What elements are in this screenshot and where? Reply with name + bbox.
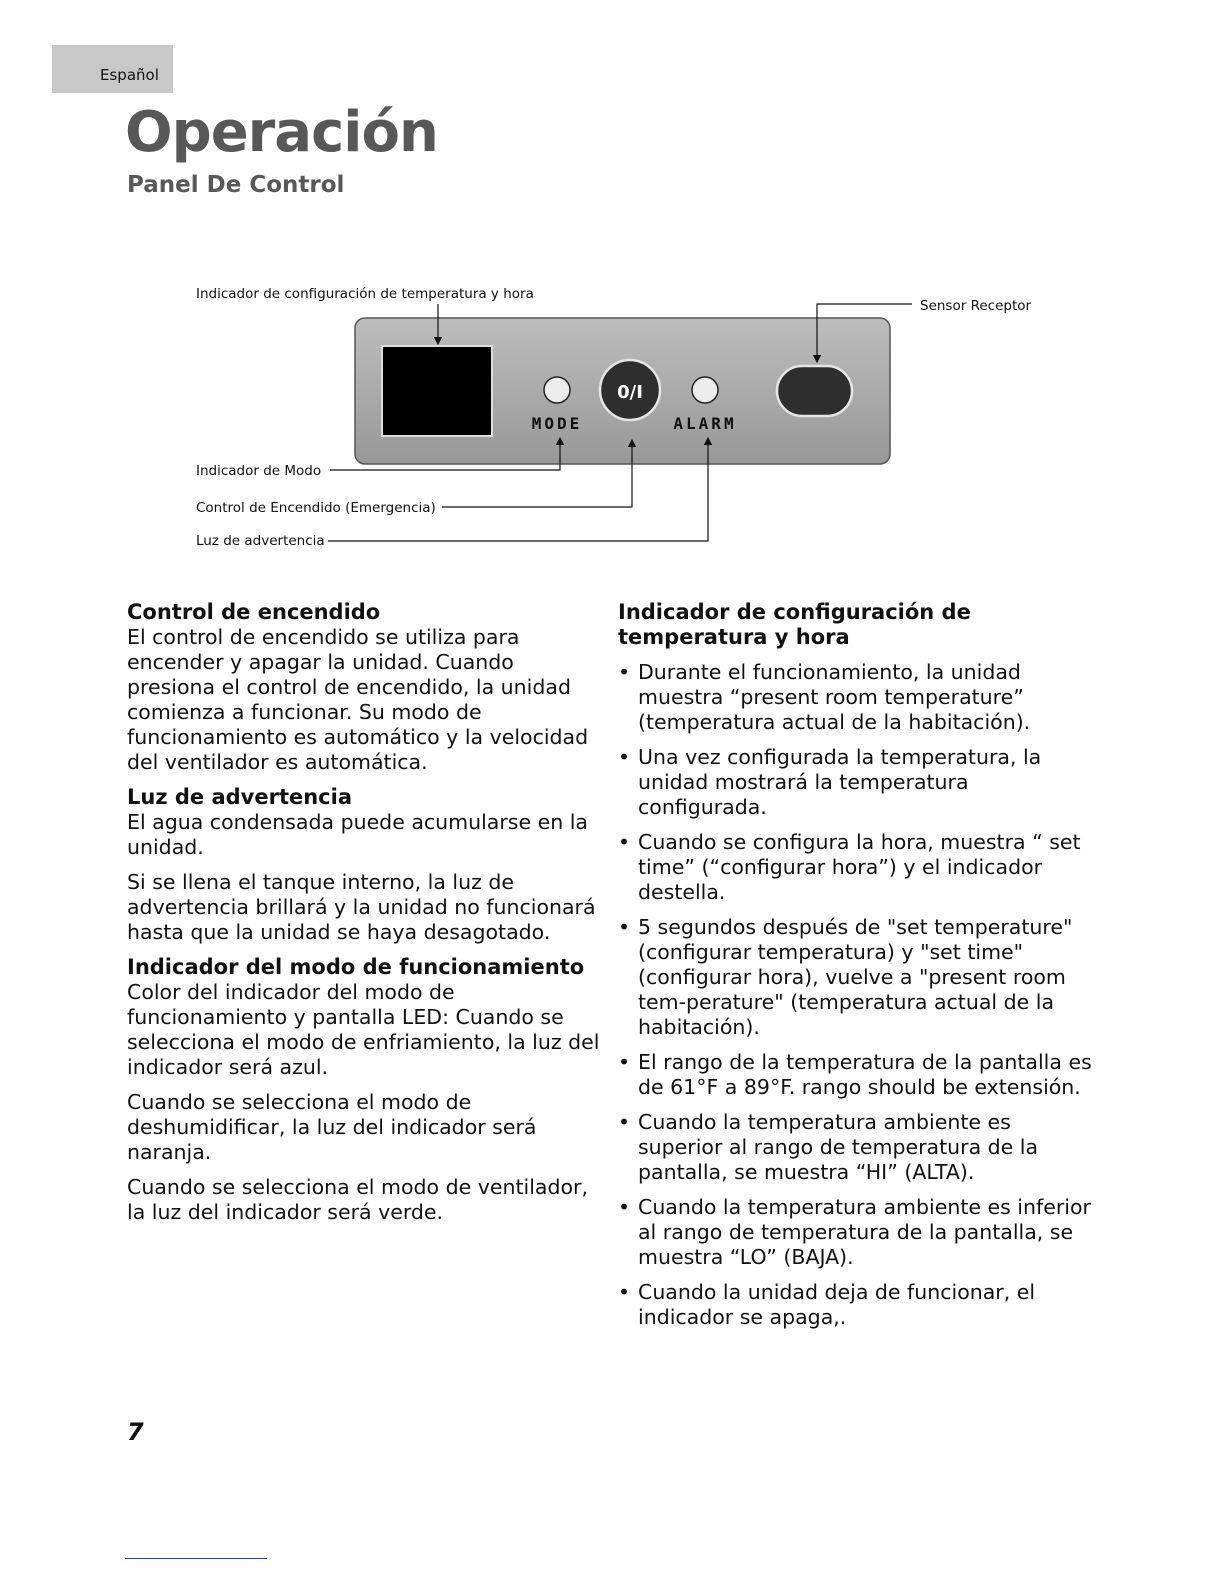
text-mode-1: Color del indicador del modo de funcionamiento y pantalla LED: Cuando se selecciona el modo de enfriamiento, la luz del indicador será azul.: [127, 980, 600, 1079]
label-sensor-receptor: Sensor Receptor: [920, 298, 1032, 314]
label-power-control: Control de Encendido (Emergencia): [196, 500, 436, 516]
label-mode-indicator: Indicador de Modo: [196, 463, 322, 479]
list-item: • Una vez configurada la temperatura, la unidad mostrará la temperatura configurada.: [618, 745, 1098, 820]
list-item: • Cuando la temperatura ambiente es inferior al rango de temperatura de la pantalla, se muestra “LO” (BAJA).: [618, 1195, 1098, 1270]
list-item: • Cuando se configura la hora, muestra “ set time” (“configurar hora”) y el indicador destella.: [618, 830, 1098, 905]
mode-button-label: MODE: [531, 414, 583, 433]
heading-mode-indicator: Indicador del modo de funcionamiento: [127, 955, 585, 979]
heading-power-control: Control de encendido: [127, 600, 381, 624]
display-screen: [382, 346, 492, 436]
control-panel-diagram: [0, 0, 1224, 600]
mode-indicator-light: [544, 377, 570, 403]
list-item: • 5 segundos después de "set temperature" (configurar temperatura) y "set time" (configurar hora), vuelve a "present room tem-perature" (temperatura actual de la habitación).: [618, 915, 1098, 1040]
list-item: • Cuando la temperatura ambiente es superior al rango de temperatura de la pantalla, se muestra “HI” (ALTA).: [618, 1110, 1098, 1185]
page-number: 7: [127, 1418, 144, 1446]
alarm-indicator-light: [692, 377, 718, 403]
text-mode-3: Cuando se selecciona el modo de ventilador, la luz del indicador será verde.: [127, 1175, 588, 1224]
language-tab: Español: [52, 45, 173, 93]
alarm-label: ALARM: [673, 414, 737, 433]
right-column: [618, 600, 1098, 1340]
heading-display-indicator: Indicador de configuración de temperatura y hora: [618, 600, 971, 649]
list-item: • Cuando la unidad deja de funcionar, el indicador se apaga,.: [618, 1280, 1098, 1330]
text-warning-2: Si se llena el tanque interno, la luz de advertencia brillará y la unidad no funcionará hasta que la unidad se haya desagotado.: [127, 870, 596, 944]
display-indicator-list: [618, 660, 1098, 1330]
label-display-indicator: Indicador de configuración de temperatura y hora: [196, 286, 534, 302]
text-power-control: El control de encendido se utiliza para encender y apagar la unidad. Cuando presiona el control de encendido, la unidad comienza a funcionar. Su modo de funcionamiento es automático y la velocidad del ventilador es automática.: [127, 625, 589, 774]
label-warning-light: Luz de advertencia: [196, 533, 325, 549]
sensor-receptor: [777, 366, 852, 416]
footer-divider: [125, 1558, 267, 1559]
power-button-label: 0/I: [617, 382, 643, 403]
text-mode-2: Cuando se selecciona el modo de deshumidificar, la luz del indicador será naranja.: [127, 1090, 537, 1164]
heading-warning-light: Luz de advertencia: [127, 785, 352, 809]
page-title: Operación: [125, 100, 438, 165]
list-item: • El rango de la temperatura de la pantalla es de 61°F a 89°F. rango should be extensión.: [618, 1050, 1098, 1100]
left-column: [127, 600, 602, 1235]
list-item: • Durante el funcionamiento, la unidad muestra “present room temperature” (temperatura actual de la habitación).: [618, 660, 1098, 735]
section-subtitle: Panel De Control: [127, 172, 345, 198]
text-warning-1: El agua condensada puede acumularse en la unidad.: [127, 810, 588, 859]
